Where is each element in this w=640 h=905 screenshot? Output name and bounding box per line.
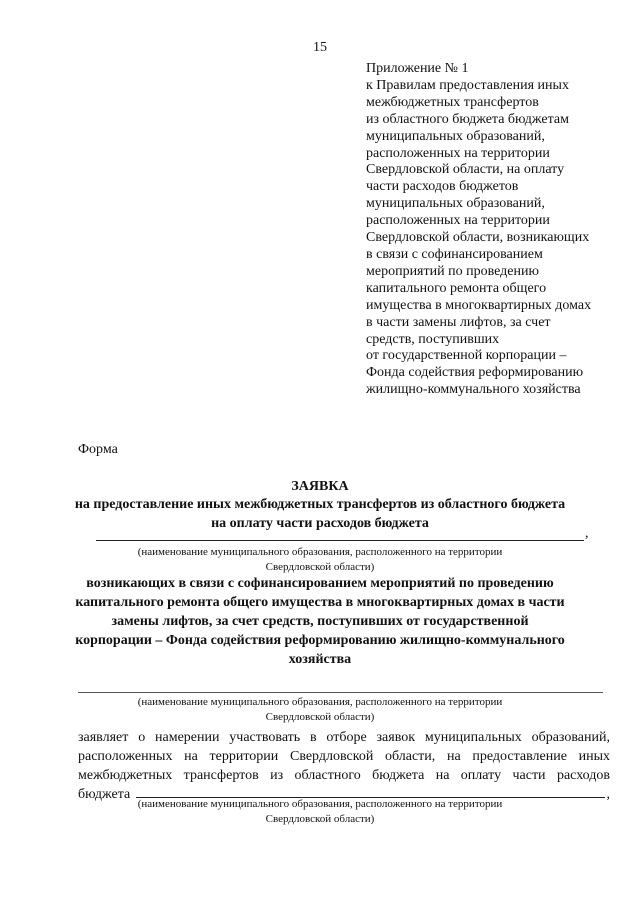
purpose-line: хозяйства <box>288 652 352 667</box>
body-line-suffix: , <box>606 787 610 802</box>
appendix-line: Свердловской области, возникающих <box>366 230 590 246</box>
municipality-blank-line[interactable] <box>96 540 584 541</box>
appendix-line: мероприятий по проведению <box>366 263 539 279</box>
appendix-line: Свердловской области, на оплату <box>366 162 565 178</box>
appendix-line: жилищно-коммунального хозяйства <box>366 382 581 398</box>
purpose-text <box>0 574 640 669</box>
appendix-line: от государственной корпорации – <box>366 348 567 364</box>
purpose-line: корпорации – Фонда содействия реформированию жилищно-коммунального <box>75 633 565 648</box>
appendix-line: имущества в многоквартирных домах <box>366 297 592 313</box>
caption-line: (наименование муниципального образования, расположенного на территории <box>137 546 503 558</box>
appendix-header <box>366 61 628 399</box>
municipality-name-line[interactable] <box>78 692 603 693</box>
purpose-line: замены лифтов, за счет средств, поступивших от государственной <box>111 614 529 629</box>
appendix-line: Приложение № 1 <box>366 61 469 76</box>
subtitle-line: на оплату части расходов бюджета <box>211 516 429 531</box>
caption-line: Свердловской области) <box>265 812 375 825</box>
blank-comma: , <box>585 526 589 541</box>
appendix-line: в связи с софинансированием <box>366 246 543 262</box>
field-caption <box>0 797 640 826</box>
field-caption <box>0 545 640 574</box>
appendix-line: Фонда содействия реформированию <box>366 365 584 381</box>
appendix-line: муниципальных образований, <box>366 128 545 144</box>
appendix-line: из областного бюджета бюджетам <box>366 111 569 127</box>
appendix-line: межбюджетных трансфертов <box>366 94 539 110</box>
caption-line: (наименование муниципального образования, расположенного на территории <box>137 798 503 810</box>
document-title: ЗАЯВКА <box>291 479 349 494</box>
appendix-line: расположенных на территории <box>366 145 550 161</box>
body-line: заявляет о намерении участвовать в отборе заявок муниципальных образований, <box>78 730 610 745</box>
page-number: 15 <box>313 40 327 55</box>
appendix-line: капитального ремонта общего <box>366 280 547 296</box>
appendix-line: части расходов бюджетов <box>366 179 519 195</box>
caption-line: Свердловской области) <box>265 710 375 723</box>
field-caption <box>0 695 640 724</box>
body-line-prefix: бюджета <box>78 787 131 802</box>
caption-line: Свердловской области) <box>265 560 375 573</box>
appendix-line: муниципальных образований, <box>366 196 545 212</box>
body-paragraph <box>78 728 610 804</box>
caption-line: (наименование муниципального образования, расположенного на территории <box>137 696 503 708</box>
appendix-line: в части замены лифтов, за счет <box>366 314 551 330</box>
body-line: межбюджетных трансфертов из областного бюджета на оплату части расходов <box>78 768 610 783</box>
form-label: Форма <box>78 442 118 457</box>
purpose-line: возникающих в связи с софинансированием мероприятий по проведению <box>86 576 554 591</box>
body-line: расположенных на территории Свердловской области, на предоставление иных <box>78 749 610 764</box>
appendix-line: к Правилам предоставления иных <box>366 77 569 93</box>
subtitle-line: на предоставление иных межбюджетных трансфертов из областного бюджета <box>74 497 566 512</box>
purpose-line: капитального ремонта общего имущества в многоквартирных домах в части <box>75 595 565 610</box>
appendix-line: расположенных на территории <box>366 213 550 229</box>
document-subtitle <box>0 495 640 533</box>
appendix-line: средств, поступивших <box>366 331 500 347</box>
